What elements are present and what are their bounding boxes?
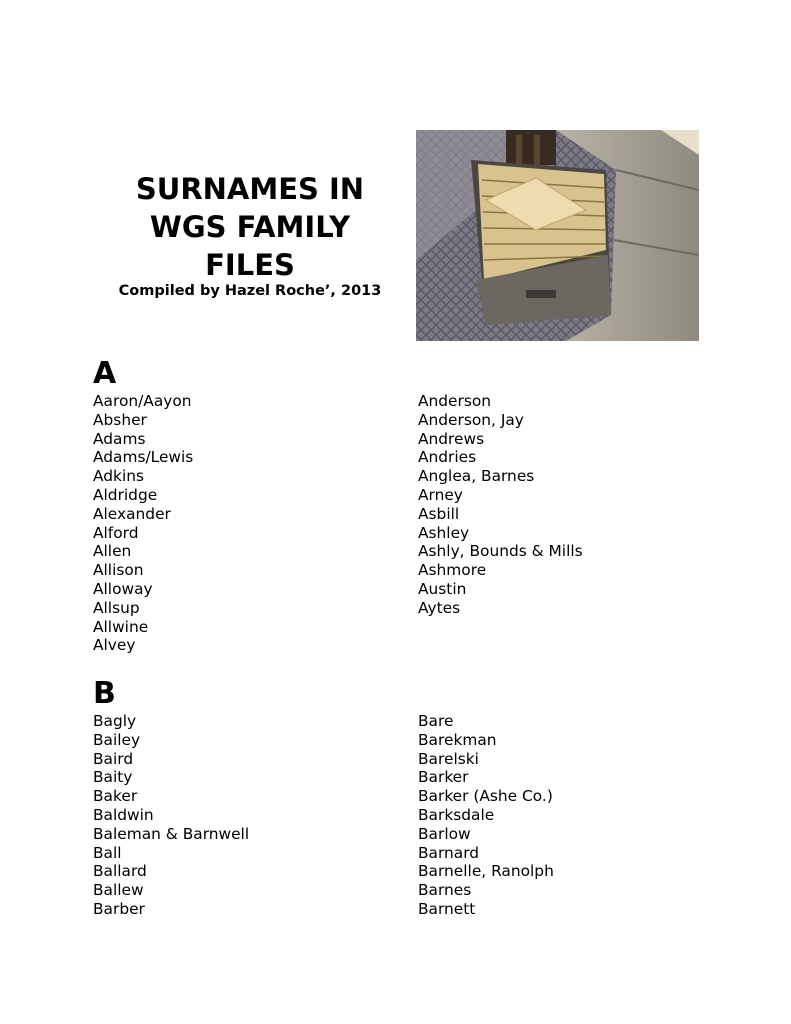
list-item: Aldridge	[93, 485, 158, 504]
list-item: Absher	[93, 410, 147, 429]
list-item: Allsup	[93, 598, 140, 617]
list-item: Baker	[93, 787, 138, 806]
list-item: Adkins	[93, 467, 144, 486]
list-item: Ball	[93, 843, 122, 862]
list-item: Allison	[93, 561, 144, 580]
list-item: Anglea, Barnes	[418, 467, 535, 486]
list-item: Bagly	[93, 712, 137, 730]
list-item: Alloway	[93, 579, 153, 598]
list-item: Allwine	[93, 617, 149, 636]
list-item: Ashley	[418, 523, 470, 542]
section-letter-b: B	[93, 676, 116, 711]
list-item: Asbill	[418, 504, 460, 523]
surname-list-a-column-2	[418, 392, 583, 618]
list-item: Anderson, Jay	[418, 410, 524, 429]
section-letter-a: A	[93, 356, 117, 391]
list-item: Bare	[418, 712, 454, 730]
title-line: FILES	[205, 248, 295, 282]
list-item: Baird	[93, 749, 134, 768]
list-item: Andrews	[418, 429, 485, 448]
list-item: Barber	[93, 899, 145, 918]
list-item: Aaron/Aayon	[93, 392, 192, 410]
list-item: Ashmore	[418, 561, 487, 580]
list-item: Arney	[418, 485, 463, 504]
list-item: Alford	[93, 523, 139, 542]
list-item: Aytes	[418, 598, 461, 617]
list-item: Barnard	[418, 843, 480, 862]
file-cabinet-photo	[416, 130, 699, 341]
list-item: Bailey	[93, 730, 141, 749]
list-item: Alvey	[93, 636, 136, 655]
list-item: Ballew	[93, 881, 144, 900]
list-item: Barelski	[418, 749, 479, 768]
surname-list-b-column-2	[418, 712, 554, 919]
list-item: Barksdale	[418, 805, 495, 824]
file-cabinet-drawer-photo-icon	[416, 130, 699, 341]
surname-list-b-column-1	[93, 712, 249, 919]
list-item: Barnes	[418, 881, 472, 900]
list-item: Barnett	[418, 899, 476, 918]
list-item: Ashly, Bounds & Mills	[418, 542, 583, 561]
list-item: Barekman	[418, 730, 497, 749]
list-item: Adams	[93, 429, 146, 448]
list-item: Barnelle, Ranolph	[418, 862, 554, 881]
list-item: Baity	[93, 768, 133, 787]
title-line: SURNAMES IN	[135, 172, 365, 206]
list-item: Barlow	[418, 824, 471, 843]
list-item: Allen	[93, 542, 132, 561]
list-item: Baldwin	[93, 805, 154, 824]
list-item: Austin	[418, 579, 467, 598]
title-line: WGS FAMILY	[149, 210, 351, 244]
list-item: Alexander	[93, 504, 171, 523]
document-title	[95, 170, 405, 284]
list-item: Anderson	[418, 392, 492, 410]
list-item: Baleman & Barnwell	[93, 824, 250, 843]
document-subtitle: Compiled by Hazel Roche’, 2013	[118, 283, 382, 299]
list-item: Adams/Lewis	[93, 448, 194, 467]
surname-list-a-column-1	[93, 392, 193, 655]
list-item: Barker (Ashe Co.)	[418, 787, 553, 806]
list-item: Andries	[418, 448, 477, 467]
list-item: Ballard	[93, 862, 147, 881]
list-item: Barker	[418, 768, 469, 787]
